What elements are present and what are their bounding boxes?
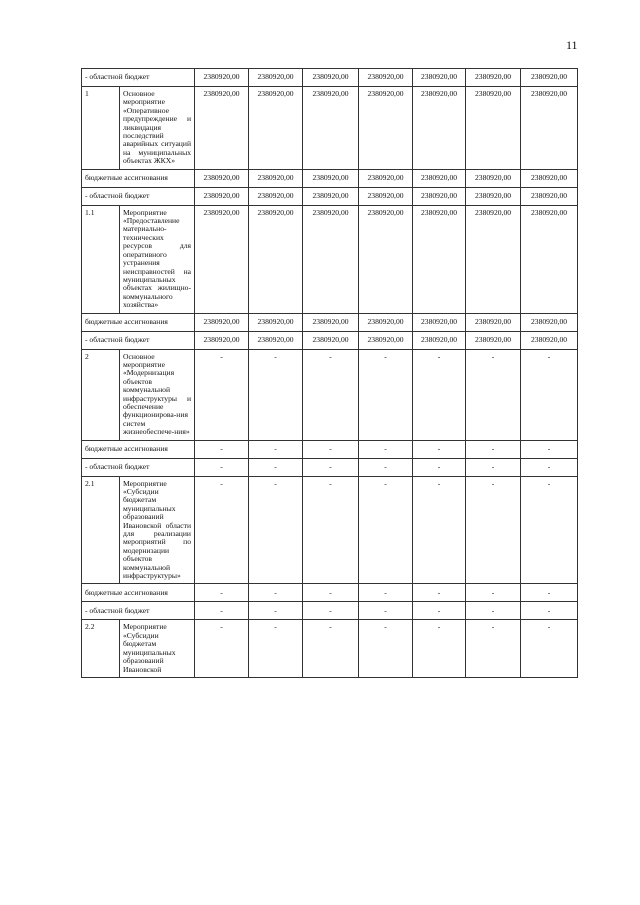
value-cell: - — [413, 476, 466, 584]
value-cell: - — [521, 602, 578, 620]
value-cell: - — [303, 458, 359, 476]
value-cell: - — [195, 458, 249, 476]
row-label: - областной бюджет — [82, 69, 195, 87]
value-cell: 2380920,00 — [249, 87, 303, 170]
page-number: 11 — [566, 38, 578, 52]
value-cell: - — [413, 584, 466, 602]
value-cell: 2380920,00 — [466, 331, 521, 349]
value-cell: 2380920,00 — [303, 87, 359, 170]
value-cell: - — [521, 476, 578, 584]
value-cell: - — [195, 440, 249, 458]
value-cell: - — [466, 440, 521, 458]
value-cell: 2380920,00 — [466, 169, 521, 187]
row-name: Мероприятие «Субсидии бюджетам муниципальных образований Ивановской области для реализации мероприятий по модернизации объектов коммунальной инфраструктуры» — [120, 476, 195, 584]
table-row-summary — [82, 169, 578, 187]
value-cell: 2380920,00 — [413, 87, 466, 170]
value-cell: 2380920,00 — [359, 169, 413, 187]
value-cell: 2380920,00 — [413, 313, 466, 331]
row-name: Основное мероприятие «Оперативное предупреждение и ликвидация последствий аварийных ситуаций на муниципальных объектах ЖКХ» — [120, 87, 195, 170]
value-cell: 2380920,00 — [249, 69, 303, 87]
value-cell: - — [413, 602, 466, 620]
row-code: 1 — [82, 87, 120, 170]
value-cell: - — [466, 476, 521, 584]
table-row-item — [82, 349, 578, 440]
value-cell: 2380920,00 — [466, 69, 521, 87]
value-cell: - — [195, 584, 249, 602]
value-cell: 2380920,00 — [466, 205, 521, 313]
table-row-item — [82, 476, 578, 584]
value-cell: 2380920,00 — [521, 313, 578, 331]
value-cell: - — [521, 349, 578, 440]
value-cell: 2380920,00 — [466, 187, 521, 205]
row-label: - областной бюджет — [82, 187, 195, 205]
table-row-summary — [82, 313, 578, 331]
row-name: Основное мероприятие «Модернизация объектов коммунальной инфраструктуры и обеспечение функционирова-ния систем жизнеобеспече-ния» — [120, 349, 195, 440]
value-cell: 2380920,00 — [195, 87, 249, 170]
value-cell: 2380920,00 — [413, 331, 466, 349]
value-cell: - — [413, 349, 466, 440]
value-cell: 2380920,00 — [195, 331, 249, 349]
value-cell: - — [521, 584, 578, 602]
table-row-summary — [82, 584, 578, 602]
value-cell: 2380920,00 — [249, 205, 303, 313]
value-cell: - — [359, 602, 413, 620]
value-cell: 2380920,00 — [249, 331, 303, 349]
value-cell: - — [195, 620, 249, 677]
value-cell: 2380920,00 — [249, 169, 303, 187]
value-cell: 2380920,00 — [303, 187, 359, 205]
table-row-summary — [82, 602, 578, 620]
value-cell: 2380920,00 — [521, 205, 578, 313]
value-cell: 2380920,00 — [466, 87, 521, 170]
value-cell: 2380920,00 — [413, 169, 466, 187]
value-cell: 2380920,00 — [359, 87, 413, 170]
value-cell: - — [359, 349, 413, 440]
row-code: 1.1 — [82, 205, 120, 313]
value-cell: 2380920,00 — [303, 205, 359, 313]
value-cell: - — [195, 349, 249, 440]
value-cell: 2380920,00 — [521, 169, 578, 187]
table-row-item — [82, 620, 578, 677]
value-cell: 2380920,00 — [195, 187, 249, 205]
value-cell: 2380920,00 — [413, 69, 466, 87]
value-cell: 2380920,00 — [195, 313, 249, 331]
value-cell: 2380920,00 — [303, 169, 359, 187]
value-cell: 2380920,00 — [249, 187, 303, 205]
value-cell: - — [303, 440, 359, 458]
row-label: бюджетные ассигнования — [82, 584, 195, 602]
value-cell: - — [466, 584, 521, 602]
value-cell: - — [249, 476, 303, 584]
value-cell: - — [249, 584, 303, 602]
row-label: - областной бюджет — [82, 602, 195, 620]
value-cell: - — [249, 620, 303, 677]
value-cell: 2380920,00 — [521, 87, 578, 170]
value-cell: - — [466, 602, 521, 620]
value-cell: 2380920,00 — [521, 331, 578, 349]
value-cell: - — [195, 476, 249, 584]
table-row-item — [82, 205, 578, 313]
value-cell: - — [249, 458, 303, 476]
value-cell: 2380920,00 — [521, 187, 578, 205]
value-cell: - — [359, 584, 413, 602]
value-cell: - — [359, 458, 413, 476]
row-name: Мероприятие «Субсидии бюджетам муниципальных образований Ивановской — [120, 620, 195, 677]
value-cell: - — [249, 602, 303, 620]
row-label: - областной бюджет — [82, 331, 195, 349]
table-row-item — [82, 87, 578, 170]
value-cell: 2380920,00 — [359, 69, 413, 87]
value-cell: - — [413, 620, 466, 677]
value-cell: 2380920,00 — [359, 331, 413, 349]
value-cell: - — [303, 620, 359, 677]
row-label: - областной бюджет — [82, 458, 195, 476]
table-row-summary — [82, 331, 578, 349]
value-cell: - — [521, 458, 578, 476]
value-cell: 2380920,00 — [249, 313, 303, 331]
row-name: Мероприятие «Предоставление материально-технических ресурсов для оперативного устранения неисправностей на муниципальных объектах жилищно-коммунального хозяйства» — [120, 205, 195, 313]
value-cell: 2380920,00 — [521, 69, 578, 87]
value-cell: - — [413, 440, 466, 458]
value-cell: - — [466, 620, 521, 677]
value-cell: 2380920,00 — [413, 205, 466, 313]
value-cell: 2380920,00 — [359, 187, 413, 205]
value-cell: 2380920,00 — [195, 169, 249, 187]
value-cell: - — [521, 440, 578, 458]
value-cell: 2380920,00 — [413, 187, 466, 205]
value-cell: - — [303, 602, 359, 620]
value-cell: 2380920,00 — [359, 205, 413, 313]
row-label: бюджетные ассигнования — [82, 169, 195, 187]
value-cell: - — [413, 458, 466, 476]
value-cell: - — [303, 349, 359, 440]
value-cell: - — [195, 602, 249, 620]
value-cell: - — [359, 620, 413, 677]
row-code: 2.1 — [82, 476, 120, 584]
value-cell: 2380920,00 — [195, 205, 249, 313]
row-label: бюджетные ассигнования — [82, 440, 195, 458]
value-cell: - — [303, 584, 359, 602]
value-cell: 2380920,00 — [303, 331, 359, 349]
value-cell: 2380920,00 — [466, 313, 521, 331]
value-cell: - — [249, 440, 303, 458]
value-cell: - — [466, 349, 521, 440]
table-row-summary — [82, 440, 578, 458]
value-cell: - — [466, 458, 521, 476]
row-code: 2.2 — [82, 620, 120, 677]
value-cell: 2380920,00 — [303, 313, 359, 331]
value-cell: 2380920,00 — [303, 69, 359, 87]
table-row-summary — [82, 187, 578, 205]
value-cell: - — [521, 620, 578, 677]
row-label: бюджетные ассигнования — [82, 313, 195, 331]
table-row-summary — [82, 458, 578, 476]
value-cell: - — [303, 476, 359, 584]
value-cell: - — [359, 440, 413, 458]
value-cell: - — [249, 349, 303, 440]
table-body — [82, 69, 578, 678]
value-cell: 2380920,00 — [359, 313, 413, 331]
value-cell: - — [359, 476, 413, 584]
table-row-summary — [82, 69, 578, 87]
row-code: 2 — [82, 349, 120, 440]
value-cell: 2380920,00 — [195, 69, 249, 87]
budget-table — [81, 68, 578, 678]
